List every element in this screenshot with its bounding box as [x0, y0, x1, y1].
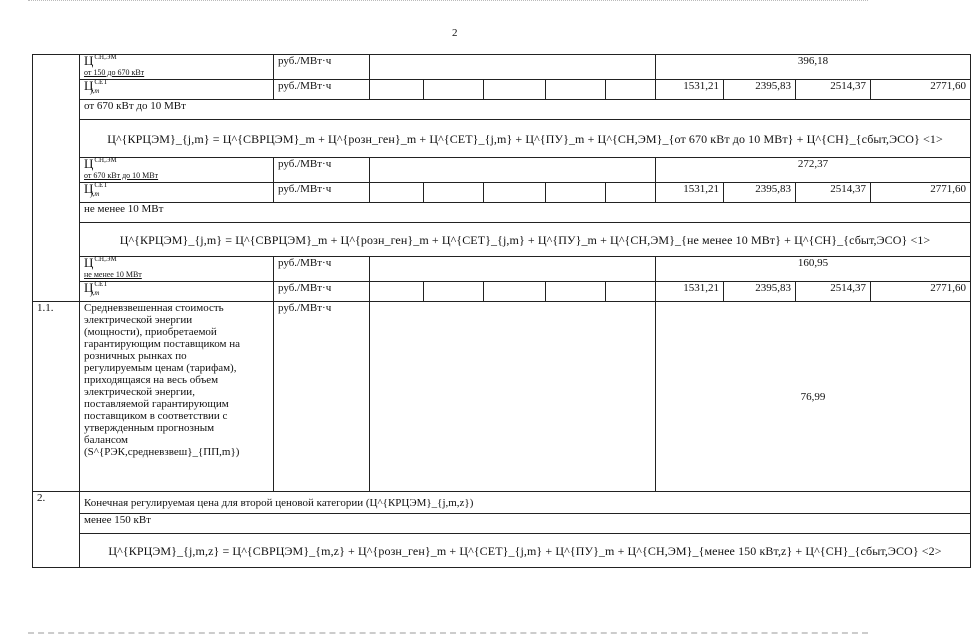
description-line: поставляемой гарантирующим: [84, 398, 229, 410]
row-symbol-sn-em: $Ц^{СН,ЭМ}$ от 150 до 670 кВт: [80, 55, 274, 80]
range-label: не менее 10 МВт: [80, 203, 971, 223]
description-line: утвержденным прогнозным: [84, 422, 215, 434]
table-row: [33, 492, 971, 514]
value-cell: 1531,21: [656, 80, 724, 100]
formula-670: [80, 120, 971, 158]
unit-cell: руб./МВт·ч: [274, 302, 370, 492]
table-row: [33, 55, 971, 80]
empty-cell: [370, 80, 424, 100]
description-line: Средневзвешенная стоимость: [84, 302, 224, 314]
item-title: Конечная регулируемая цена для второй ценовой категории (Ц^{КРЦЭМ}_{j,m,z}): [80, 492, 971, 514]
value-cell: 272,37: [656, 158, 971, 183]
empty-cell: [370, 55, 656, 80]
formula-text: Ц^{КРЦЭМ}_{j,m} = Ц^{СВРЦЭМ}_m + Ц^{розн_ген}_m + Ц^{СЕТ}_{j,m} + Ц^{ПУ}_m + Ц^{СН,ЭМ}_{от 670 кВт до 10 МВт} + Ц^{СН}_{сбыт,ЭСО} <1>: [107, 131, 943, 146]
table-row: [33, 120, 971, 158]
empty-cell: [484, 183, 546, 203]
table-row: [33, 203, 971, 223]
table-row: [33, 183, 971, 203]
item-description: [80, 302, 274, 492]
table-row: [33, 80, 971, 100]
item-number: 1.1.: [33, 302, 80, 492]
item-number: 2.: [33, 492, 80, 568]
value-cell: 1531,21: [656, 183, 724, 203]
description-line: (мощности), приобретаемой: [84, 326, 217, 338]
formula-10mw: [80, 223, 971, 257]
description-line: гарантирующим поставщиком на: [84, 338, 240, 350]
unit-cell: руб./МВт·ч: [274, 183, 370, 203]
empty-cell: [370, 158, 656, 183]
empty-cell: [370, 302, 656, 492]
value-cell: 2514,37: [796, 282, 871, 302]
unit-cell: руб./МВт·ч: [274, 257, 370, 282]
description-line: электрической энергии,: [84, 386, 195, 398]
row-symbol-set: $Ц^{СЕТ}_{j,m}$: [80, 80, 274, 100]
empty-cell: [606, 183, 656, 203]
row-symbol-sn-em: $Ц^{СН,ЭМ}$ от 670 кВт до 10 МВт: [80, 158, 274, 183]
empty-cell: [424, 282, 484, 302]
value-cell: 1531,21: [656, 282, 724, 302]
page-number: 2: [452, 27, 458, 39]
description-line: поставщиком в соответствии с: [84, 410, 228, 422]
empty-cell: [370, 257, 656, 282]
unit-cell: руб./МВт·ч: [274, 158, 370, 183]
table-row: [33, 282, 971, 302]
description-line: электрической энергии: [84, 314, 193, 326]
empty-cell: [546, 282, 606, 302]
row-symbol-set: $Ц^{СЕТ}_{j,m}$: [80, 282, 274, 302]
range-label: от 670 кВт до 10 МВт: [80, 100, 971, 120]
unit-cell: руб./МВт·ч: [274, 55, 370, 80]
formula-150kw: [80, 534, 971, 568]
unit-cell: руб./МВт·ч: [274, 80, 370, 100]
description-line: регулируемым ценам (тарифам),: [84, 362, 237, 374]
value-cell: 2771,60: [871, 282, 971, 302]
description-line: розничных рынках по: [84, 350, 187, 362]
description-line: балансом (S^{РЭК,средневзвеш}_{ПП,m}): [84, 434, 240, 458]
empty-cell: [606, 80, 656, 100]
table-row: [33, 257, 971, 282]
value-cell: 2514,37: [796, 183, 871, 203]
description-lines: [84, 302, 269, 458]
table-row: [33, 514, 971, 534]
table-row: [33, 302, 971, 492]
top-rule: [28, 0, 868, 1]
empty-cell: [370, 282, 424, 302]
formula-text: Ц^{КРЦЭМ}_{j,m} = Ц^{СВРЦЭМ}_m + Ц^{розн_ген}_m + Ц^{СЕТ}_{j,m} + Ц^{ПУ}_m + Ц^{СН,ЭМ}_{не менее 10 МВт} + Ц^{СН}_{сбыт,ЭСО} <1>: [119, 232, 931, 247]
value-cell: 2514,37: [796, 80, 871, 100]
empty-cell: [484, 80, 546, 100]
row-symbol-sn-em: $Ц^{СН,ЭМ}$ не менее 10 МВт: [80, 257, 274, 282]
empty-cell: [546, 80, 606, 100]
empty-cell: [484, 282, 546, 302]
value-cell: 160,95: [656, 257, 971, 282]
table-row: [33, 534, 971, 568]
value-cell: 2395,83: [724, 282, 796, 302]
formula-text: Ц^{КРЦЭМ}_{j,m,z} = Ц^{СВРЦЭМ}_{m,z} + Ц^{розн_ген}_m + Ц^{СЕТ}_{j,m} + Ц^{ПУ}_m + Ц^{СН,ЭМ}_{менее 150 кВт,z} + Ц^{СН}_{сбыт,ЭСО} <2>: [108, 543, 942, 558]
table-row: [33, 158, 971, 183]
bottom-rule: [28, 632, 868, 634]
description-line: приходящаяся на весь объем: [84, 374, 219, 386]
value-cell: 2771,60: [871, 183, 971, 203]
value-cell: 2771,60: [871, 80, 971, 100]
empty-cell: [546, 183, 606, 203]
empty-cell: [370, 183, 424, 203]
value-cell: 2395,83: [724, 183, 796, 203]
row-symbol-set: $Ц^{СЕТ}_{j,m}$: [80, 183, 274, 203]
range-label: менее 150 кВт: [80, 514, 971, 534]
value-cell: 76,99: [656, 302, 971, 492]
table-row: [33, 100, 971, 120]
value-cell: 396,18: [656, 55, 971, 80]
table-row: [33, 223, 971, 257]
empty-cell: [424, 183, 484, 203]
empty-cell: [424, 80, 484, 100]
empty-cell: [606, 282, 656, 302]
unit-cell: руб./МВт·ч: [274, 282, 370, 302]
value-cell: 2395,83: [724, 80, 796, 100]
tariff-table: [32, 54, 971, 568]
index-cell-blank: [33, 55, 80, 302]
